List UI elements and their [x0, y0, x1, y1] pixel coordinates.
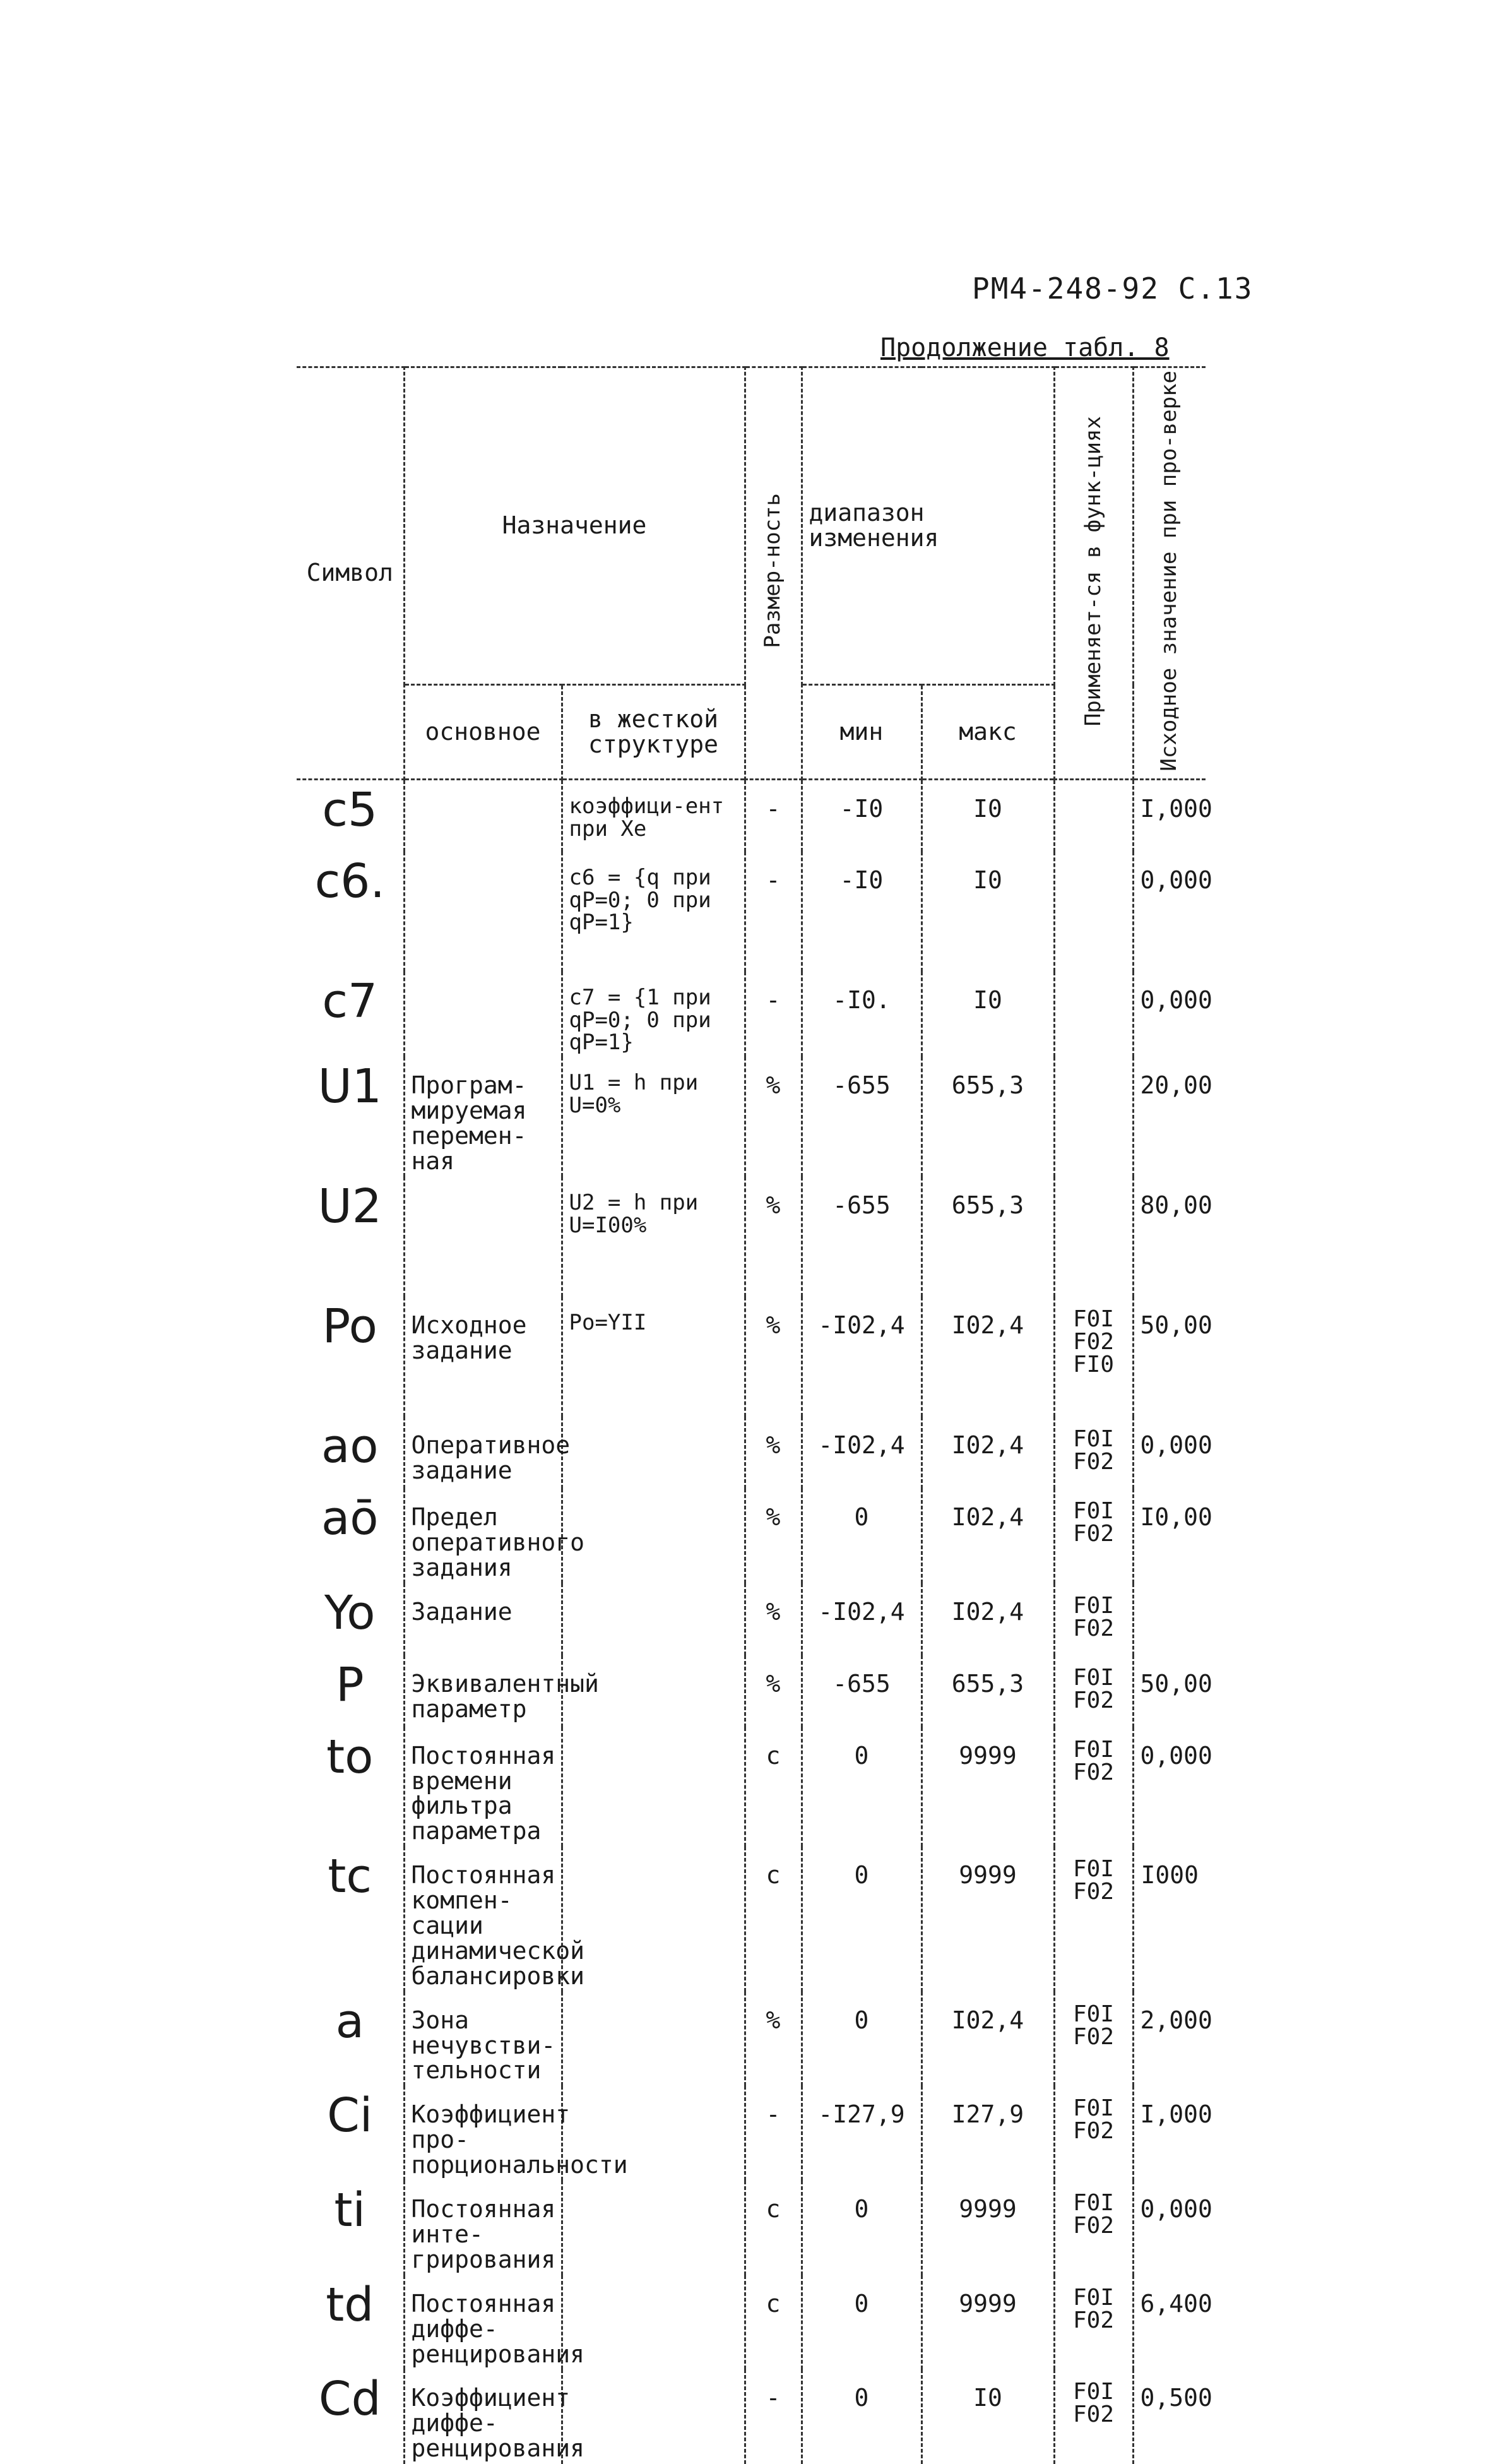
max-cell: I02,4	[921, 1297, 1054, 1417]
col-header-initial: Исходное значение при про-верке	[1133, 367, 1206, 780]
table-row	[297, 1583, 1206, 1655]
dimension-cell: -	[745, 2369, 802, 2464]
min-cell: -I0.	[802, 972, 921, 1057]
dimension-cell: c	[745, 1847, 802, 1991]
purpose-main-cell	[404, 852, 562, 972]
min-cell: 0	[802, 2369, 921, 2464]
symbol-cell: to	[297, 1727, 404, 1847]
min-cell: 0	[802, 2181, 921, 2275]
dimension-cell: %	[745, 1417, 802, 1489]
purpose-main-cell: Постоянная времени фильтра параметра	[404, 1727, 562, 1847]
parameters-table	[297, 366, 1212, 2464]
initial-value-cell: 6,400	[1133, 2275, 1206, 2370]
table-row	[297, 1655, 1206, 1727]
functions-cell: F0I F02	[1054, 2369, 1133, 2464]
min-cell: 0	[802, 1847, 921, 1991]
min-cell: 0	[802, 1727, 921, 1847]
initial-value-cell: I000	[1133, 1847, 1206, 1991]
purpose-main-cell: Предел оперативного задания	[404, 1489, 562, 1583]
initial-value-cell: 0,000	[1133, 2181, 1206, 2275]
min-cell: 0	[802, 1489, 921, 1583]
purpose-main-cell: Эквивалентный параметр	[404, 1655, 562, 1727]
col-header-symbol: Символ	[297, 367, 404, 780]
functions-cell	[1054, 780, 1133, 852]
max-cell: 9999	[921, 2275, 1054, 2370]
dimension-cell: %	[745, 1992, 802, 2086]
initial-value-cell: I,000	[1133, 780, 1206, 852]
dimension-cell: %	[745, 1297, 802, 1417]
table-row	[297, 1489, 1206, 1583]
dimension-cell: c	[745, 2181, 802, 2275]
col-header-purpose: Назначение	[404, 367, 745, 685]
symbol-cell: U1	[297, 1057, 404, 1177]
functions-cell: F0I F02	[1054, 1992, 1133, 2086]
min-cell: 0	[802, 2275, 921, 2370]
max-cell: 655,3	[921, 1655, 1054, 1727]
purpose-rigid-cell: c6 = {q при qP=0; 0 при qP=1}	[562, 852, 745, 972]
initial-value-cell: 20,00	[1133, 1057, 1206, 1177]
min-cell: -655	[802, 1177, 921, 1297]
col-header-range: диапазон изменения	[802, 367, 1054, 685]
initial-value-cell: 0,500	[1133, 2369, 1206, 2464]
max-cell: 655,3	[921, 1057, 1054, 1177]
initial-value-cell: 0,000	[1133, 972, 1206, 1057]
initial-value-cell: 0,000	[1133, 1417, 1206, 1489]
symbol-cell: ti	[297, 2181, 404, 2275]
max-cell: I02,4	[921, 1417, 1054, 1489]
symbol-cell: Cd	[297, 2369, 404, 2464]
table-row	[297, 2275, 1206, 2370]
initial-value-cell: 50,00	[1133, 1655, 1206, 1727]
purpose-rigid-cell	[562, 1992, 745, 2086]
purpose-rigid-cell: c7 = {1 при qP=0; 0 при qP=1}	[562, 972, 745, 1057]
max-cell: 9999	[921, 1727, 1054, 1847]
symbol-cell: Ci	[297, 2086, 404, 2181]
symbol-cell: P	[297, 1655, 404, 1727]
symbol-cell: c5	[297, 780, 404, 852]
max-cell: I02,4	[921, 1583, 1054, 1655]
purpose-rigid-cell	[562, 2275, 745, 2370]
initial-value-cell: 0,000	[1133, 852, 1206, 972]
table-row	[297, 2369, 1206, 2464]
purpose-main-cell: Постоянная диффе-ренцирования	[404, 2275, 562, 2370]
max-cell: 9999	[921, 1847, 1054, 1991]
initial-value-cell: 50,00	[1133, 1297, 1206, 1417]
max-cell: I0	[921, 2369, 1054, 2464]
functions-cell	[1054, 1177, 1133, 1297]
purpose-rigid-cell	[562, 1489, 745, 1583]
symbol-cell: td	[297, 2275, 404, 2370]
col-header-dimension: Размер-ность	[745, 367, 802, 780]
max-cell: I0	[921, 852, 1054, 972]
max-cell: I0	[921, 972, 1054, 1057]
col-header-purpose-main: основное	[404, 685, 562, 780]
table-row	[297, 1727, 1206, 1847]
functions-cell: F0I F02	[1054, 2275, 1133, 2370]
dimension-cell: -	[745, 852, 802, 972]
table-row	[297, 780, 1206, 852]
symbol-cell: c6.	[297, 852, 404, 972]
purpose-main-cell: Оперативное задание	[404, 1417, 562, 1489]
table-continuation-label: Продолжение табл. 8	[880, 333, 1170, 362]
document-id: РМ4-248-92 С.13	[972, 271, 1253, 306]
purpose-main-cell: Коэффициент диффе-ренцирования	[404, 2369, 562, 2464]
purpose-main-cell: Зона нечувстви-тельности	[404, 1992, 562, 2086]
purpose-rigid-cell	[562, 1583, 745, 1655]
min-cell: -655	[802, 1057, 921, 1177]
table-row	[297, 1847, 1206, 1991]
purpose-rigid-cell	[562, 2181, 745, 2275]
col-header-max: макс	[921, 685, 1054, 780]
purpose-rigid-cell	[562, 1727, 745, 1847]
dimension-cell: %	[745, 1177, 802, 1297]
functions-cell: F0I F02	[1054, 1727, 1133, 1847]
table-row	[297, 2181, 1206, 2275]
functions-cell: F0I F02	[1054, 1489, 1133, 1583]
purpose-rigid-cell: U1 = h при U=0%	[562, 1057, 745, 1177]
max-cell: 9999	[921, 2181, 1054, 2275]
purpose-main-cell	[404, 972, 562, 1057]
table-row	[297, 1992, 1206, 2086]
dimension-cell: %	[745, 1057, 802, 1177]
min-cell: -I02,4	[802, 1297, 921, 1417]
max-cell: I27,9	[921, 2086, 1054, 2181]
table-row	[297, 1177, 1206, 1297]
dimension-cell: -	[745, 780, 802, 852]
functions-cell: F0I F02 FI0	[1054, 1297, 1133, 1417]
initial-value-cell: I,000	[1133, 2086, 1206, 2181]
purpose-main-cell: Задание	[404, 1583, 562, 1655]
symbol-cell: ao	[297, 1417, 404, 1489]
table-row	[297, 972, 1206, 1057]
initial-value-cell: 0,000	[1133, 1727, 1206, 1847]
functions-cell: F0I F02	[1054, 1417, 1133, 1489]
table-row	[297, 2086, 1206, 2181]
max-cell: I0	[921, 780, 1054, 852]
symbol-cell: Po	[297, 1297, 404, 1417]
functions-cell	[1054, 852, 1133, 972]
table-row	[297, 1297, 1206, 1417]
min-cell: -I02,4	[802, 1583, 921, 1655]
symbol-cell: aō	[297, 1489, 404, 1583]
purpose-rigid-cell: коэффици-ент при Xe	[562, 780, 745, 852]
purpose-main-cell: Постоянная инте-грирования	[404, 2181, 562, 2275]
purpose-main-cell: Постоянная компен-сации динамической балансировки	[404, 1847, 562, 1991]
dimension-cell: -	[745, 2086, 802, 2181]
purpose-main-cell	[404, 1177, 562, 1297]
max-cell: I02,4	[921, 1992, 1054, 2086]
symbol-cell: tc	[297, 1847, 404, 1991]
min-cell: -I02,4	[802, 1417, 921, 1489]
initial-value-cell: 2,000	[1133, 1992, 1206, 2086]
initial-value-cell: I0,00	[1133, 1489, 1206, 1583]
min-cell: -655	[802, 1655, 921, 1727]
dimension-cell: c	[745, 1727, 802, 1847]
functions-cell: F0I F02	[1054, 1583, 1133, 1655]
dimension-cell: %	[745, 1583, 802, 1655]
purpose-main-cell: Коэффициент про-порциональности	[404, 2086, 562, 2181]
initial-value-cell	[1133, 1583, 1206, 1655]
dimension-cell: c	[745, 2275, 802, 2370]
dimension-cell: %	[745, 1489, 802, 1583]
max-cell: 655,3	[921, 1177, 1054, 1297]
col-header-used-in: Применяет-ся в функ-циях	[1054, 367, 1133, 780]
initial-value-cell: 80,00	[1133, 1177, 1206, 1297]
functions-cell	[1054, 972, 1133, 1057]
purpose-main-cell: Исходное задание	[404, 1297, 562, 1417]
min-cell: -I0	[802, 852, 921, 972]
table-row	[297, 852, 1206, 972]
symbol-cell: U2	[297, 1177, 404, 1297]
col-header-purpose-rigid: в жесткой структуре	[562, 685, 745, 780]
purpose-rigid-cell	[562, 1847, 745, 1991]
min-cell: 0	[802, 1992, 921, 2086]
min-cell: -I0	[802, 780, 921, 852]
functions-cell: F0I F02	[1054, 1655, 1133, 1727]
purpose-main-cell: Програм-мируемая перемен-ная	[404, 1057, 562, 1177]
table-row	[297, 1417, 1206, 1489]
dimension-cell: -	[745, 972, 802, 1057]
purpose-rigid-cell	[562, 1417, 745, 1489]
functions-cell: F0I F02	[1054, 2086, 1133, 2181]
purpose-rigid-cell: Po=YII	[562, 1297, 745, 1417]
functions-cell	[1054, 1057, 1133, 1177]
symbol-cell: Yo	[297, 1583, 404, 1655]
functions-cell: F0I F02	[1054, 2181, 1133, 2275]
symbol-cell: a	[297, 1992, 404, 2086]
purpose-rigid-cell	[562, 2369, 745, 2464]
max-cell: I02,4	[921, 1489, 1054, 1583]
table-row	[297, 1057, 1206, 1177]
col-header-min: мин	[802, 685, 921, 780]
dimension-cell: %	[745, 1655, 802, 1727]
purpose-rigid-cell: U2 = h при U=I00%	[562, 1177, 745, 1297]
functions-cell: F0I F02	[1054, 1847, 1133, 1991]
purpose-main-cell	[404, 780, 562, 852]
min-cell: -I27,9	[802, 2086, 921, 2181]
symbol-cell: c7	[297, 972, 404, 1057]
